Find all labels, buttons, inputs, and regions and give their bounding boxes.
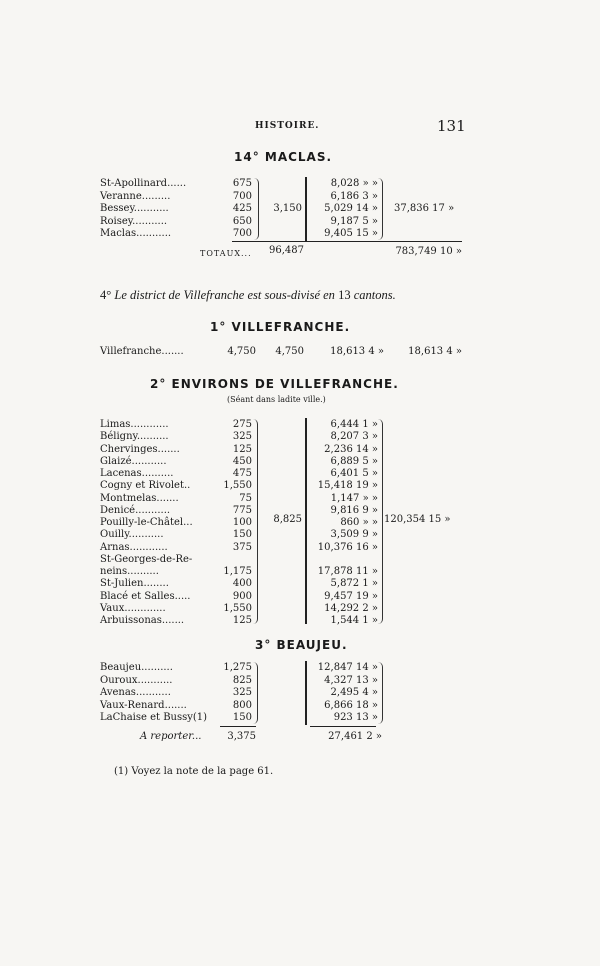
footnote: (1) Voyez la note de la page 61. [114,766,274,777]
row-population: 425 [232,203,252,214]
row-name: Beaujeu.......... [100,662,173,673]
row-value: 8,028 » » [330,178,378,189]
row-population: 1,175 [223,566,252,577]
row-population: 150 [232,529,252,541]
villefranche-val-total: 18,613 4 » [408,346,462,357]
villefranche-name: Villefranche....... [100,346,184,357]
row-value: 2,236 14 » [324,443,378,455]
row-population: 75 [239,492,252,504]
environs-pop-total: 8,825 [273,514,302,525]
row-population: 775 [232,504,252,516]
row-name: Veranne......... [100,190,171,202]
totaux-label: TOTAUX... [200,249,252,258]
row-population: 150 [232,712,252,723]
row-population: 650 [232,215,252,227]
reporter-label: A reporter... [140,731,202,742]
row-value: 6,186 3 » [330,190,378,202]
section-title-maclas: 14° MACLAS. [234,150,333,164]
maclas-val-total: 37,836 17 » [394,203,455,214]
section-title-beaujeu: 3° BEAUJEU. [255,638,348,652]
section-title-villefranche: 1° VILLEFRANCHE. [210,320,351,334]
row-name: Maclas........... [100,228,172,239]
row-population: 325 [232,687,252,698]
row-name: LaChaise et Bussy(1) [100,712,208,723]
district-canton-count: 13 [338,288,351,302]
row-population: 675 [232,178,252,189]
row-population: 700 [232,190,252,202]
row-population: 325 [232,431,252,443]
district-heading [100,288,396,303]
environs-val-brace [376,419,383,624]
beaujeu-pop-rule [220,726,256,727]
row-name: St-Julien........ [100,578,169,590]
environs-val-total: 120,354 15 » [384,514,451,525]
reporter-pop: 3,375 [227,731,256,742]
row-name: Lacenas.......... [100,468,174,479]
row-name: Ouilly........... [100,529,164,541]
maclas-divider [305,177,307,241]
row-population: 275 [232,419,252,430]
row-name: Denicé........... [100,504,171,516]
running-title: HISTOIRE. [255,121,320,131]
row-population: 475 [232,468,252,479]
row-value: 15,418 19 » [317,480,378,492]
row-name: Cogny et Rivolet.. [100,480,191,492]
row-value: 1,147 » » [330,492,378,504]
row-population: 1,550 [223,602,252,614]
row-name: neins.......... [100,566,159,577]
row-name: Arbuissonas....... [100,615,185,626]
row-population: 125 [232,615,252,626]
row-population: 400 [232,578,252,590]
villefranche-pop: 4,750 [227,346,256,357]
row-population: 800 [232,699,252,711]
row-population: 125 [232,443,252,455]
row-name: St-Georges-de-Re- [100,553,193,565]
row-name: Arnas............ [100,541,168,553]
row-population: 100 [232,517,252,528]
maclas-pop-rule [232,241,306,242]
row-value: 10,376 16 » [317,541,378,553]
villefranche-val: 18,613 4 » [330,346,384,357]
row-population: 825 [232,674,252,686]
row-value: 6,401 5 » [330,468,378,479]
totaux-val: 783,749 10 » [395,246,462,257]
row-value: 12,847 14 » [317,662,378,673]
row-value: 3,509 9 » [330,529,378,541]
row-name: Chervinges....... [100,443,180,455]
totaux-pop: 96,487 [269,245,304,256]
beaujeu-pop-brace [251,662,258,724]
maclas-val-brace [376,178,383,240]
row-name: Montmelas....... [100,492,179,504]
row-value: 4,327 13 » [324,674,378,686]
row-name: Blacé et Salles..... [100,590,191,602]
environs-subtitle: (Séant dans ladite ville.) [227,395,326,404]
district-number: 4° [100,288,112,302]
row-name: St-Apollinard...... [100,178,187,189]
row-name: Ouroux........... [100,674,173,686]
row-population: 700 [232,228,252,239]
row-population: 1,275 [223,662,252,673]
row-name: Bessey........... [100,203,169,214]
district-text: Le district de Villefranche est sous-divisé en [111,288,339,302]
row-name: Limas............ [100,419,169,430]
row-population: 900 [232,590,252,602]
reporter-val: 27,461 2 » [328,731,382,742]
row-name: Vaux............. [100,602,166,614]
row-value: 860 » » [340,517,378,528]
row-value: 9,816 9 » [330,504,378,516]
row-value: 9,187 5 » [330,215,378,227]
row-population: 450 [232,455,252,467]
row-population: 375 [232,541,252,553]
beaujeu-divider [305,661,307,725]
row-name: Pouilly-le-Châtel... [100,517,193,528]
row-name: Vaux-Renard....... [100,699,187,711]
row-name: Glaizé........... [100,455,167,467]
section-title-environs: 2° ENVIRONS DE VILLEFRANCHE. [150,377,399,391]
beaujeu-val-brace [376,662,383,724]
row-value: 17,878 11 » [317,566,378,577]
row-value: 6,444 1 » [330,419,378,430]
district-text-end: cantons. [350,288,396,302]
row-value: 1,544 1 » [330,615,378,626]
row-value: 9,457 19 » [324,590,378,602]
maclas-val-rule [306,241,462,242]
row-population: 1,550 [223,480,252,492]
row-value: 5,872 1 » [330,578,378,590]
environs-divider [305,418,307,624]
page-number: 131 [437,117,466,135]
row-value: 8,207 3 » [330,431,378,443]
row-value: 6,866 18 » [324,699,378,711]
row-value: 5,029 14 » [324,203,378,214]
beaujeu-val-rule [310,726,376,727]
row-value: 2,495 4 » [330,687,378,698]
villefranche-pop-total: 4,750 [275,346,304,357]
row-value: 6,889 5 » [330,455,378,467]
row-value: 923 13 » [333,712,378,723]
maclas-pop-total: 3,150 [273,203,302,214]
row-value: 9,405 15 » [324,228,378,239]
row-name: Béligny.......... [100,431,169,443]
row-value: 14,292 2 » [324,602,378,614]
row-population [210,554,252,567]
row-name: Avenas........... [100,687,171,698]
row-name: Roisey........... [100,215,168,227]
